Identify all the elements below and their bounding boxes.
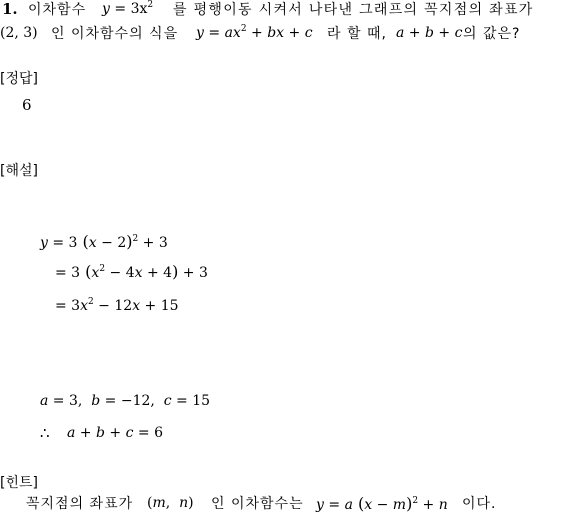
question-block xyxy=(0,0,573,50)
question-line1-rest: 를 평행이동 시켜서 나타낸 그래프의 꼭지점의 좌표가 xyxy=(173,2,534,18)
solution-heading: [해설] xyxy=(0,163,38,179)
answer-heading: [정답] xyxy=(0,71,38,87)
question-line1-equation: $y = 3x^2$ xyxy=(102,0,154,17)
solution-conclusion: a + b + c = 6 xyxy=(67,425,163,441)
question-line2-text1: 인 이차함수의 식을 xyxy=(51,26,179,42)
solution-step-2: = 3 $(x^2 - 4x + 4) + 3$ xyxy=(55,262,208,281)
hint-text3: 이다. xyxy=(462,496,497,512)
question-line1-text: 이차함수 xyxy=(28,2,87,18)
hint-point: (m, n) xyxy=(147,495,194,511)
hint-text2: 인 이차함수는 xyxy=(211,496,304,512)
question-line2-text2: 라 할 때, xyxy=(327,26,387,42)
question-line2-text3: 의 값은? xyxy=(463,26,521,42)
answer-value: 6 xyxy=(22,96,32,114)
solution-step-1: y = 3 $(x - 2)^2 + 3$ xyxy=(40,232,168,251)
question-line2-equation: $y = ax^2$ + bx + c xyxy=(196,24,313,41)
question-number: 1. xyxy=(2,0,18,18)
therefore-symbol: ∴ xyxy=(40,424,50,442)
hint-heading: [힌트] xyxy=(0,475,38,491)
question-point: (2, 3) xyxy=(0,25,38,41)
hint-text1: 꼭지점의 좌표가 xyxy=(26,496,134,512)
solution-coefficients: a = 3, b = −12, c = 15 xyxy=(40,393,211,409)
question-line2-sum: a + b + c xyxy=(396,25,463,41)
solution-step-3: = $3x^2 - 12x + 15$ xyxy=(55,297,179,314)
solution-section xyxy=(0,160,573,450)
hint-section xyxy=(0,470,573,515)
hint-formula: y = a $(x - m)^2 + n$ xyxy=(316,494,448,513)
answer-section xyxy=(0,70,200,120)
